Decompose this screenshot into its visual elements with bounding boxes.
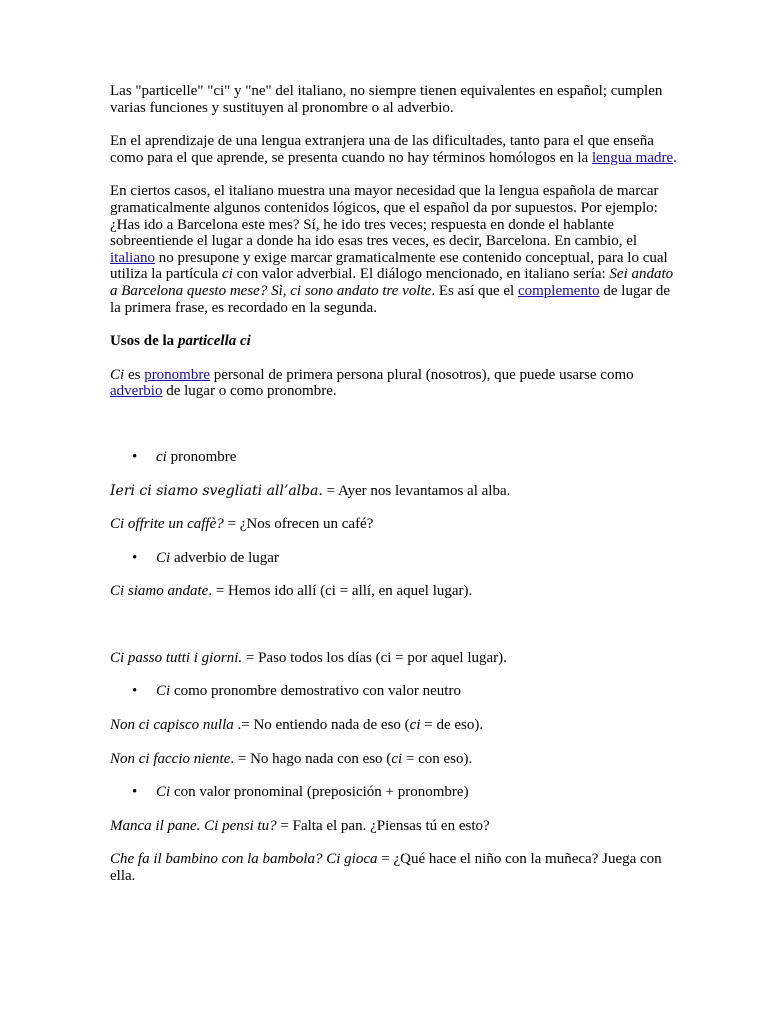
- example-andate: [110, 583, 678, 600]
- cases-text-5: de lugar de la primera frase, es recordado en la segunda.: [110, 282, 671, 316]
- example-ieri: [110, 483, 678, 500]
- example-italian: Ieri ci siamo svegliati all’alba.: [110, 482, 323, 499]
- cases-text-1: En ciertos casos, el italiano muestra una mayor necesidad que la lengua española de marcar gramaticalmente algunos contenidos lógicos, que el español da por supuestos. Por ejemplo: ¿Has ido a Barcelona este mes? Sí, he ido tres veces; respuesta en donde el hablante sobreentiende el lugar a donde ha ido esas tres veces, es decir, Barcelona. En cambio, el: [110, 183, 659, 250]
- ci-def-text-1: es: [124, 366, 145, 383]
- bullet-ci-pronombre: [110, 449, 678, 466]
- bullet-label: con valor pronominal (preposición + pronombre): [170, 784, 469, 801]
- example-italian: Che fa il bambino con la bambola? Ci gioca: [110, 851, 378, 868]
- example-italian: Non ci capisco nulla: [110, 717, 234, 734]
- bullet-marker: •: [132, 784, 138, 801]
- learning-paragraph: [110, 133, 678, 166]
- example-faccio: [110, 751, 678, 768]
- example-ci-term: ci: [409, 717, 421, 734]
- cases-paragraph: [110, 183, 678, 316]
- bullet-ci-term: Ci: [156, 784, 171, 801]
- bullet-ci-demostrativo: [110, 683, 678, 700]
- bullet-ci-pronominal: [110, 784, 678, 801]
- bullet-label: adverbio de lugar: [170, 549, 279, 566]
- example-italian: Non ci faccio niente: [110, 750, 231, 767]
- adverbio-link[interactable]: adverbio: [110, 383, 163, 400]
- cases-text-2: no presupone y exige marcar gramaticalmente ese contenido conceptual, para lo cual utiliza la partícula: [110, 249, 668, 283]
- section-heading: [110, 333, 678, 350]
- intro-paragraph: Las "particelle" "ci" y "ne" del italiano, no siempre tienen equivalentes en español; cumplen varias funciones y sustituyen al pronombre o al adverbio.: [110, 83, 663, 116]
- bullet-marker: •: [132, 683, 138, 700]
- pronombre-link[interactable]: pronombre: [144, 366, 211, 383]
- ci-def-text-2: personal de primera persona plural (nosotros), que puede usarse como: [210, 366, 634, 383]
- example-italian: Ci siamo andate: [110, 583, 209, 600]
- bullet-marker: •: [132, 549, 138, 566]
- example-spanish-end: = con eso).: [402, 750, 473, 767]
- learning-text-end: .: [673, 149, 677, 166]
- example-spanish: . = Hemos ido allí (ci = allí, en aquel lugar).: [208, 583, 473, 600]
- learning-text: En el aprendizaje de una lengua extranjera una de las dificultades, tanto para el que enseña como para el que aprende, se presenta cuando no hay términos homólogos en la: [110, 133, 654, 166]
- bullet-marker: •: [132, 448, 138, 465]
- example-spanish-end: = de eso).: [420, 717, 484, 734]
- example-pane: [110, 818, 678, 835]
- cases-text-4: . Es así que el: [431, 282, 518, 299]
- example-spanish: = ¿Nos ofrecen un café?: [223, 516, 374, 533]
- bullet-ci-term: ci: [156, 448, 167, 465]
- cases-ci-term: ci: [222, 266, 233, 283]
- heading-prefix: Usos de la: [110, 333, 178, 350]
- example-spanish: = Ayer nos levantamos al alba.: [322, 482, 511, 499]
- example-italian: Manca il pane. Ci pensi tu?: [110, 817, 277, 834]
- example-spanish: = ¿Qué hace el niño con la muñeca? Juega con ella.: [110, 851, 662, 885]
- example-italian: Ci offrite un caffè?: [110, 516, 224, 533]
- example-ci-term: ci: [391, 750, 403, 767]
- complemento-link[interactable]: complemento: [517, 282, 600, 299]
- example-italian: Ci passo tutti i giorni.: [110, 649, 243, 666]
- example-bambola: [110, 851, 678, 884]
- lengua-madre-link[interactable]: lengua madre: [591, 149, 674, 166]
- bullet-ci-term: Ci: [156, 549, 171, 566]
- ci-def-text-3: de lugar o como pronombre.: [162, 383, 337, 400]
- bullet-ci-adverbio: [110, 550, 678, 567]
- ci-term: Ci: [110, 366, 125, 383]
- example-capisco: [110, 717, 678, 734]
- example-spanish: . = No hago nada con eso (: [230, 750, 392, 767]
- cases-italian-dialogue: Sei andato a Barcelona questo mese? Sì, ci sono andato tre volte: [110, 266, 674, 299]
- example-passo: [110, 650, 678, 667]
- example-spanish: = Falta el pan. ¿Piensas tú en esto?: [276, 817, 490, 834]
- italiano-link[interactable]: italiano: [110, 249, 155, 266]
- bullet-ci-term: Ci: [156, 683, 171, 700]
- cases-text-3: con valor adverbial. El diálogo mencionado, en italiano sería:: [232, 266, 610, 283]
- example-spanish: = Paso todos los días (ci = por aquel lugar).: [242, 649, 507, 666]
- bullet-label: como pronombre demostrativo con valor neutro: [170, 683, 461, 700]
- example-caffe: [110, 516, 678, 533]
- example-spanish: .= No entiendo nada de eso (: [233, 717, 410, 734]
- bullet-label: pronombre: [166, 448, 237, 465]
- ci-definition-paragraph: [110, 367, 678, 400]
- heading-italic: particella ci: [177, 333, 251, 350]
